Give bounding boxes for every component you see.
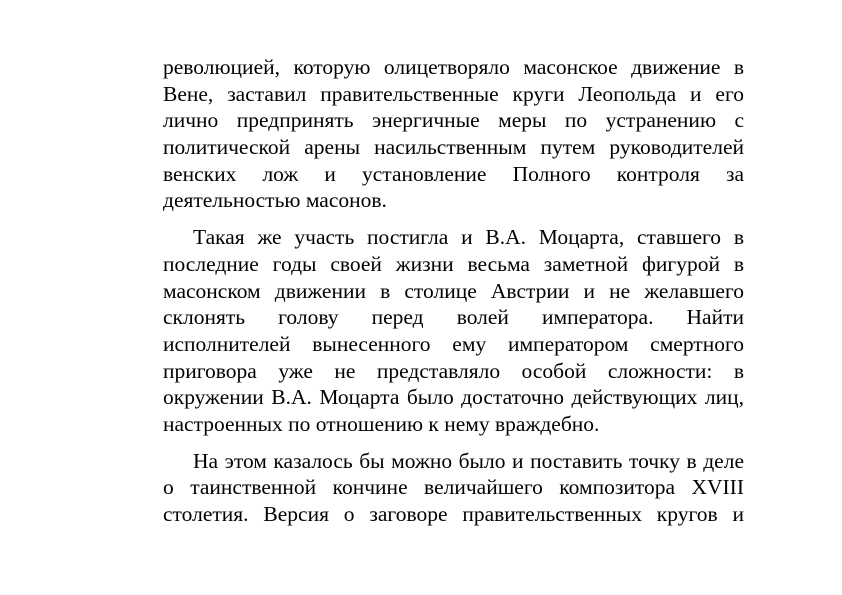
- paragraph-line: революцией, которую олицетворяло масонское движение в: [163, 55, 744, 79]
- paragraph-line: склонять голову перед волей императора. Найти: [163, 305, 744, 330]
- paragraph-line: масонском движении в столице Австрии и не желавшего: [163, 278, 744, 303]
- paragraph-line: настроенных по отношению к нему враждебно.: [163, 411, 600, 436]
- paragraph-line: Такая же участь постигла и В.А. Моцарта, ставшего в: [193, 225, 744, 250]
- paragraph-line: На этом казалось бы можно было и поставить точку в деле: [193, 448, 744, 473]
- paragraph-3: [163, 448, 744, 528]
- paragraph-line: исполнителей вынесенного ему императором смертного: [163, 331, 744, 356]
- paragraph-spacing: [163, 438, 744, 448]
- paragraph-line: лично предпринять энергичные меры по устранению с: [163, 108, 744, 133]
- paragraph-2: [163, 224, 744, 438]
- paragraph-line: окружении В.А. Моцарта было достаточно действующих лиц,: [163, 385, 744, 410]
- paragraph-line: Вене, заставил правительственные круги Леопольда и его: [163, 81, 744, 106]
- paragraph-spacing: [163, 214, 744, 224]
- paragraph-line: последние годы своей жизни весьма заметной фигурой в: [163, 251, 744, 276]
- paragraph-1: [163, 54, 744, 214]
- paragraph-line: о таинственной кончине величайшего композитора XVIII: [163, 475, 744, 500]
- paragraph-line: деятельностью масонов.: [163, 188, 387, 213]
- document-body: [163, 54, 744, 528]
- paragraph-line: приговора уже не представляло особой сложности: в: [163, 358, 744, 383]
- paragraph-line: венских лож и установление Полного контроля за: [163, 161, 744, 186]
- paragraph-line: столетия. Версия о заговоре правительственных кругов и: [163, 502, 744, 526]
- paragraph-line: политической арены насильственным путем руководителей: [163, 135, 744, 160]
